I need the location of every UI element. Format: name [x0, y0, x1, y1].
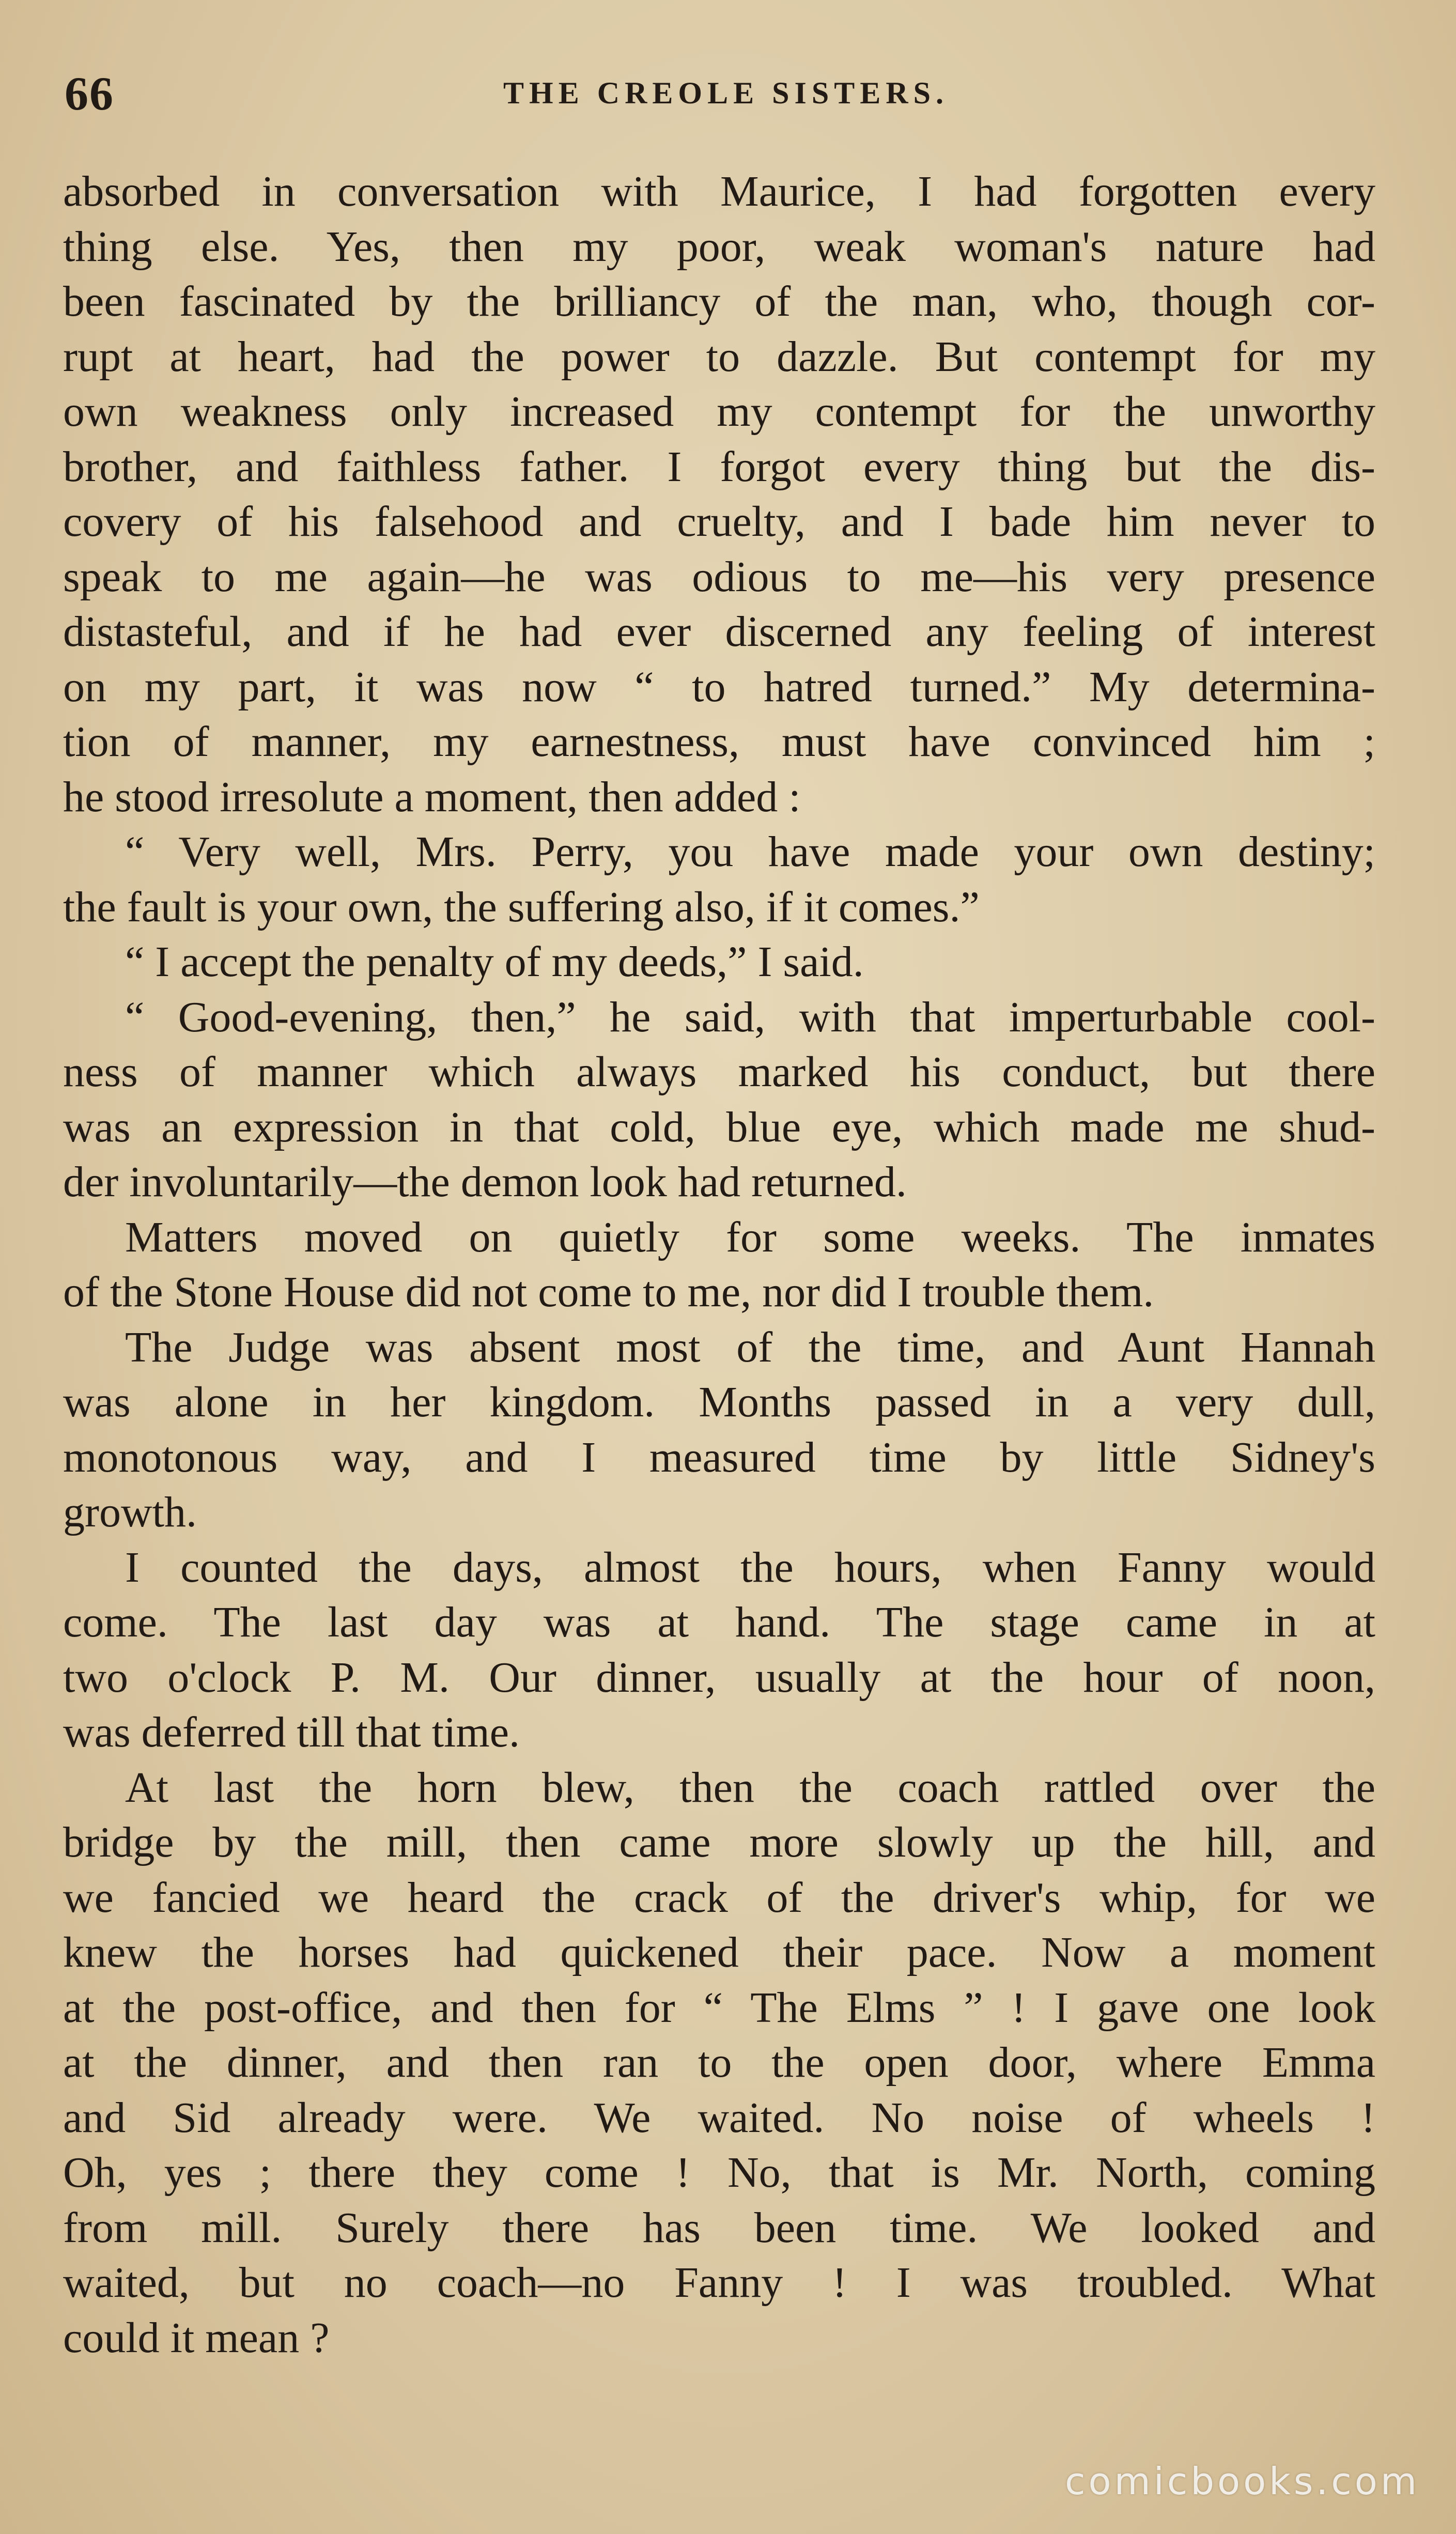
text-line: could it mean ? [63, 2313, 330, 2362]
text-line: Matters moved on quietly for some weeks. The inmates [125, 1213, 1375, 1261]
text-line: was an expression in that cold, blue eye, which made me shud- [63, 1103, 1375, 1151]
text-line: thing else. Yes, then my poor, weak woman's nature had [63, 222, 1375, 271]
text-line: tion of manner, my earnestness, must have convinced him ; [63, 718, 1375, 766]
text-line: The Judge was absent most of the time, and Aunt Hannah [125, 1323, 1375, 1371]
text-line: I counted the days, almost the hours, when Fanny would [125, 1543, 1375, 1592]
text-line: the fault is your own, the suffering also, if it comes.” [63, 883, 980, 931]
text-line: “ Very well, Mrs. Perry, you have made your own destiny; [125, 828, 1375, 876]
text-line: der involuntarily—the demon look had returned. [63, 1158, 907, 1206]
text-line: on my part, it was now “ to hatred turned.” My determina- [63, 662, 1375, 711]
text-line: come. The last day was at hand. The stage came in at [63, 1598, 1375, 1646]
text-line: was alone in her kingdom. Months passed in a very dull, [63, 1378, 1375, 1426]
text-line: growth. [63, 1488, 197, 1536]
text-line: own weakness only increased my contempt for the unworthy [63, 388, 1375, 436]
text-line: been fascinated by the brilliancy of the man, who, though cor- [63, 277, 1375, 326]
text-line: from mill. Surely there has been time. We looked and [63, 2203, 1375, 2252]
watermark: comicbooks.com [1064, 2460, 1420, 2503]
running-head: THE CREOLE SISTERS. [503, 76, 949, 110]
text-line: knew the horses had quickened their pace. Now a moment [63, 1928, 1375, 1976]
body-text [63, 164, 1375, 2366]
text-line: absorbed in conversation with Maurice, I had forgotten every [63, 167, 1375, 215]
text-line: covery of his falsehood and cruelty, and I bade him never to [63, 498, 1375, 546]
text-line: and Sid already were. We waited. No noise of wheels ! [63, 2093, 1375, 2142]
page-header [65, 66, 1387, 123]
text-line: two o'clock P. M. Our dinner, usually at the hour of noon, [63, 1653, 1375, 1702]
text-line: distasteful, and if he had ever discerned any feeling of interest [63, 608, 1375, 656]
text-line: was deferred till that time. [63, 1708, 520, 1756]
text-line: brother, and faithless father. I forgot every thing but the dis- [63, 442, 1375, 491]
text-line: ness of manner which always marked his conduct, but there [63, 1048, 1375, 1096]
text-line: waited, but no coach—no Fanny ! I was troubled. What [63, 2259, 1375, 2307]
text-line: speak to me again—he was odious to me—his very presence [63, 552, 1375, 601]
text-line: monotonous way, and I measured time by little Sidney's [63, 1433, 1375, 1481]
text-line: “ Good-evening, then,” he said, with that imperturbable cool- [125, 993, 1375, 1041]
text-line: bridge by the mill, then came more slowly up the hill, and [63, 1818, 1375, 1866]
text-line: at the post-office, and then for “ The Elms ” ! I gave one look [63, 1983, 1375, 2032]
text-line: rupt at heart, had the power to dazzle. But contempt for my [63, 332, 1375, 381]
text-line: we fancied we heard the crack of the driver's whip, for we [63, 1873, 1375, 1922]
text-line: “ I accept the penalty of my deeds,” I said. [125, 938, 864, 986]
text-line: of the Stone House did not come to me, nor did I trouble them. [63, 1268, 1154, 1316]
text-line: at the dinner, and then ran to the open door, where Emma [63, 2038, 1375, 2087]
text-line: Oh, yes ; there they come ! No, that is Mr. North, coming [63, 2149, 1375, 2197]
text-line: At last the horn blew, then the coach rattled over the [125, 1763, 1375, 1812]
text-line: he stood irresolute a moment, then added : [63, 772, 801, 821]
page-number: 66 [65, 67, 114, 120]
